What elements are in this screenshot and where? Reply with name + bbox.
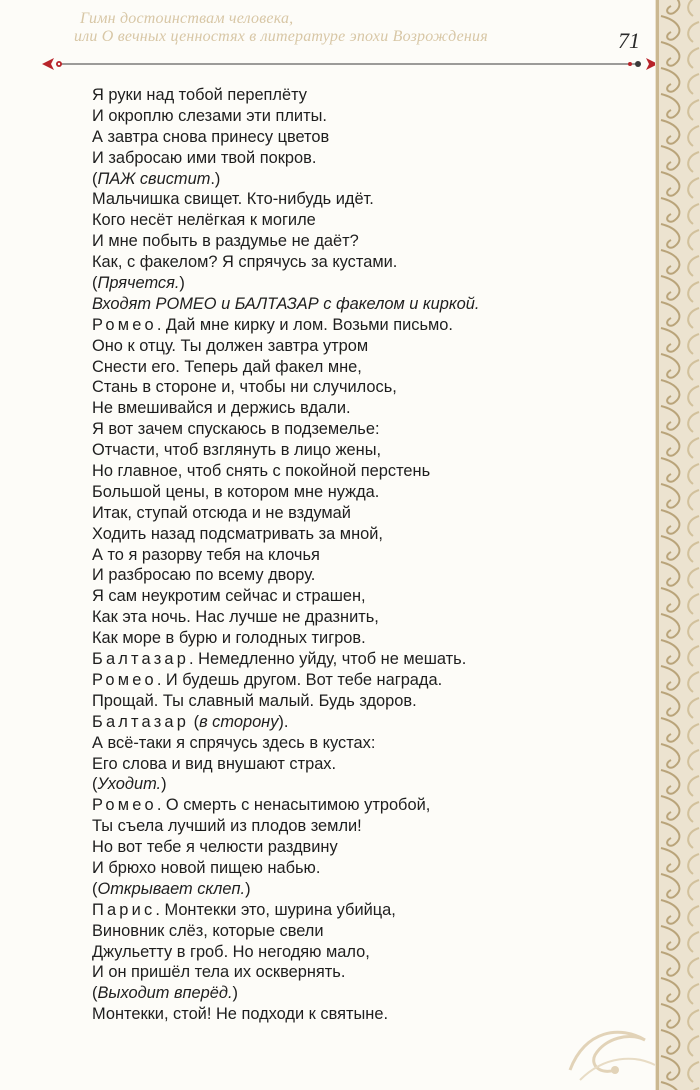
- line-text: (: [92, 274, 98, 293]
- line-text: (: [92, 169, 98, 188]
- text-line: [92, 461, 637, 482]
- line-text: . Немедленно уйду, чтоб не мешать.: [189, 650, 467, 669]
- running-title-line-1: Гимн достоинствам человека,: [80, 10, 294, 27]
- line-text: ): [232, 984, 238, 1003]
- stage-direction: в сторону: [199, 712, 279, 731]
- line-text: (: [189, 712, 200, 731]
- text-line: [92, 816, 637, 837]
- line-text: Но главное, чтоб снять с покойной перстень: [92, 462, 431, 481]
- stage-direction: Открывает склеп.: [97, 879, 246, 898]
- text-line: [92, 357, 637, 378]
- text-line: [92, 670, 637, 691]
- line-text: Итак, ступай отсюда и не вздумай: [92, 503, 351, 522]
- play-text-body: [92, 85, 637, 1025]
- text-line: [92, 398, 637, 419]
- line-text: . И будешь другом. Вот тебе награда.: [156, 670, 443, 689]
- line-text: . Дай мне кирку и лом. Возьми письмо.: [156, 315, 453, 334]
- text-line: [92, 210, 637, 231]
- text-line: [92, 189, 637, 210]
- text-line: [92, 942, 637, 963]
- running-title-line-2: или О вечных ценностях в литературе эпохи Возрождения: [74, 28, 488, 45]
- text-line: [92, 962, 637, 983]
- speaker-name: Ромео: [92, 796, 157, 815]
- text-line: [92, 983, 637, 1004]
- text-line: [92, 795, 637, 816]
- text-line: [92, 482, 637, 503]
- line-text: Его слова и вид внушают страх.: [92, 754, 337, 773]
- line-text: ): [245, 879, 251, 898]
- line-text: Отчасти, чтоб взглянуть в лицо жены,: [92, 441, 382, 460]
- line-text: И забросаю ими твой покров.: [92, 148, 317, 167]
- text-line: [92, 524, 637, 545]
- line-text: Не вмешивайся и держись вдали.: [92, 399, 351, 418]
- line-text: (: [92, 984, 98, 1003]
- header-ornamental-rule: [40, 52, 660, 76]
- text-line: [92, 691, 637, 712]
- text-line: [92, 315, 637, 336]
- text-line: [92, 774, 637, 795]
- line-text: Я руки над тобой переплёту: [92, 86, 307, 104]
- line-text: А всё-таки я спрячусь здесь в кустах:: [92, 733, 376, 752]
- text-line: [92, 419, 637, 440]
- line-text: И брюхо новой пищею набью.: [92, 858, 321, 877]
- stage-direction: Прячется.: [97, 274, 180, 293]
- line-text: Но вот тебе я челюсти раздвину: [92, 838, 338, 857]
- text-line: [92, 440, 637, 461]
- speaker-name: Балтазар: [92, 650, 190, 669]
- line-text: (: [92, 879, 98, 898]
- text-line: [92, 503, 637, 524]
- text-line: [92, 231, 637, 252]
- text-line: [92, 106, 637, 127]
- text-line: [92, 921, 637, 942]
- line-text: Как, с факелом? Я спрячусь за кустами.: [92, 253, 398, 272]
- stage-direction: Входят РОМЕО и БАЛТАЗАР с факелом и киркой.: [92, 294, 480, 313]
- line-text: Виновник слёз, которые свели: [92, 921, 324, 940]
- text-line: [92, 628, 637, 649]
- ornamental-page-border: [655, 0, 700, 1090]
- line-text: ): [161, 775, 167, 794]
- text-line: [92, 148, 637, 169]
- text-line: [92, 607, 637, 628]
- text-line: [92, 336, 637, 357]
- text-line: [92, 273, 637, 294]
- text-line: [92, 858, 637, 879]
- text-line: [92, 169, 637, 190]
- line-text: Я сам неукротим сейчас и страшен,: [92, 587, 366, 606]
- text-line: [92, 733, 637, 754]
- line-text: Снести его. Теперь дай факел мне,: [92, 357, 362, 376]
- text-line: [92, 545, 637, 566]
- stage-direction: Уходит.: [97, 775, 162, 794]
- line-text: .): [210, 169, 221, 188]
- line-text: . Монтекки это, шурина убийца,: [155, 900, 396, 919]
- text-line: [92, 837, 637, 858]
- text-line: [92, 565, 637, 586]
- line-text: Ходить назад подсматривать за мной,: [92, 524, 383, 543]
- text-line: [92, 754, 637, 775]
- left-arrow-ornament-icon: [42, 58, 62, 70]
- text-line: [92, 586, 637, 607]
- line-text: И он пришёл тела их осквернять.: [92, 963, 346, 982]
- text-line: [92, 1004, 637, 1025]
- line-text: Я вот зачем спускаюсь в подземелье:: [92, 420, 380, 439]
- line-text: И разбросаю по всему двору.: [92, 566, 316, 585]
- line-text: (: [92, 775, 98, 794]
- line-text: Ты съела лучший из плодов земли!: [92, 817, 362, 836]
- line-text: Оно к отцу. Ты должен завтра утром: [92, 336, 369, 355]
- line-text: Большой цены, в котором мне нужда.: [92, 482, 380, 501]
- line-text: . О смерть с ненасытимою утробой,: [156, 796, 431, 815]
- line-text: А то я разорву тебя на клочья: [92, 545, 320, 564]
- text-line: [92, 879, 637, 900]
- text-line: [92, 252, 637, 273]
- text-line: [92, 649, 637, 670]
- text-line: [92, 712, 637, 733]
- line-text: Монтекки, стой! Не подходи к святыне.: [92, 1005, 389, 1024]
- line-text: Прощай. Ты славный малый. Будь здоров.: [92, 691, 417, 710]
- line-text: А завтра снова принесу цветов: [92, 127, 330, 146]
- speaker-name: Парис: [92, 900, 156, 919]
- text-line: [92, 900, 637, 921]
- line-text: Как эта ночь. Нас лучше не дразнить,: [92, 608, 379, 627]
- line-text: И окроплю слезами эти плиты.: [92, 106, 327, 125]
- line-text: Стань в стороне и, чтобы ни случилось,: [92, 378, 397, 397]
- speaker-name: Балтазар: [92, 712, 190, 731]
- speaker-name: Ромео: [92, 670, 157, 689]
- text-line: [92, 294, 637, 315]
- line-text: Джульетту в гроб. Но негодяю мало,: [92, 942, 370, 961]
- line-text: ).: [278, 712, 289, 731]
- line-text: ): [179, 274, 185, 293]
- stage-direction: ПАЖ свистит: [97, 169, 211, 188]
- text-line: [92, 377, 637, 398]
- line-text: И мне побыть в раздумье не даёт?: [92, 232, 359, 251]
- text-line: [92, 85, 637, 106]
- line-text: Кого несёт нелёгкая к могиле: [92, 211, 316, 230]
- running-title: [74, 10, 550, 46]
- stage-direction: Выходит вперёд.: [97, 984, 233, 1003]
- page-number: 71: [618, 28, 640, 53]
- text-line: [92, 127, 637, 148]
- line-text: Мальчишка свищет. Кто-нибудь идёт.: [92, 190, 374, 209]
- line-text: Как море в бурю и голодных тигров.: [92, 629, 366, 648]
- speaker-name: Ромео: [92, 315, 157, 334]
